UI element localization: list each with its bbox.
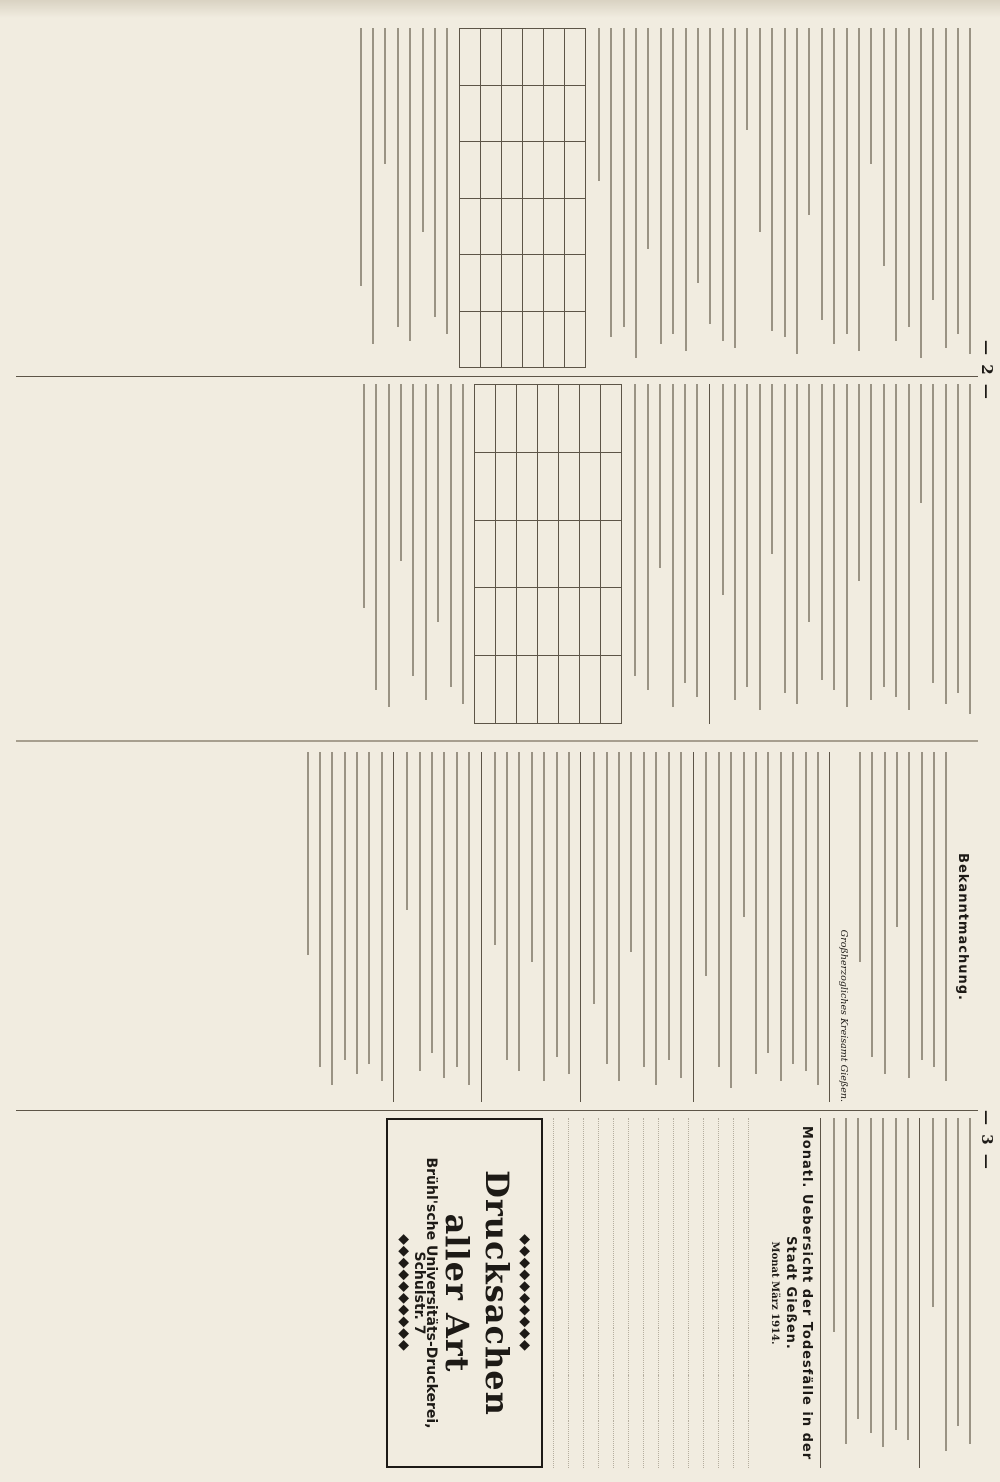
column-1-illegible-text — [691, 28, 976, 368]
column-3 — [16, 752, 976, 1102]
column-2-illegible-text — [716, 384, 976, 724]
column-3-illegible-text-f — [301, 752, 388, 1102]
column-1-illegible-footnotes — [354, 28, 453, 368]
column-rule — [16, 376, 978, 377]
column-2 — [16, 384, 976, 724]
column-3-illegible-text-e — [400, 752, 474, 1102]
page-number-left: — 2 — — [978, 340, 996, 401]
column-rule — [16, 1110, 978, 1111]
advertisement-headline: Drucksachen aller Art — [438, 1170, 517, 1416]
heading-announcement-1: Bekanntmachung. — [955, 853, 970, 1001]
statistics-month: Monat März 1914. — [768, 1241, 780, 1345]
ornament-row-top: ◆◆◆◆◆◆◆◆◆◆ — [517, 1234, 534, 1352]
ornament-row-bottom: ◆◆◆◆◆◆◆◆◆◆ — [396, 1234, 413, 1352]
parents-table — [474, 384, 622, 724]
column-3-illegible-text-b — [700, 752, 824, 1102]
column-4 — [16, 1118, 976, 1468]
column-2-illegible-text-b — [628, 384, 702, 724]
register-form-table — [459, 28, 586, 368]
page-edge — [0, 0, 1000, 18]
column-4-illegible-text — [926, 1118, 976, 1468]
column-3-illegible-text — [853, 752, 952, 1102]
death-statistics-table — [553, 1118, 763, 1468]
column-3-illegible-text-c — [587, 752, 686, 1102]
advertisement-firm: Brühl'sche Universitäts-Druckerei, Schulstr. 7 — [410, 1157, 440, 1429]
column-4-illegible-text-b — [827, 1118, 914, 1468]
column-1-illegible-text-cont — [592, 28, 691, 368]
advertisement-box — [386, 1118, 543, 1468]
heading-death-statistics: Monatl. Uebersicht der Todesfälle in der Stadt Gießen. — [782, 1125, 814, 1461]
page-gutter — [16, 740, 978, 742]
issuer-stamp-1: Großherzogliches Kreisamt Gießen. — [837, 929, 849, 1102]
column-2-illegible-footnotes — [357, 384, 469, 724]
column-3-illegible-text-d — [488, 752, 575, 1102]
column-1 — [16, 28, 976, 368]
page-number-right: — 3 — — [978, 1110, 996, 1171]
